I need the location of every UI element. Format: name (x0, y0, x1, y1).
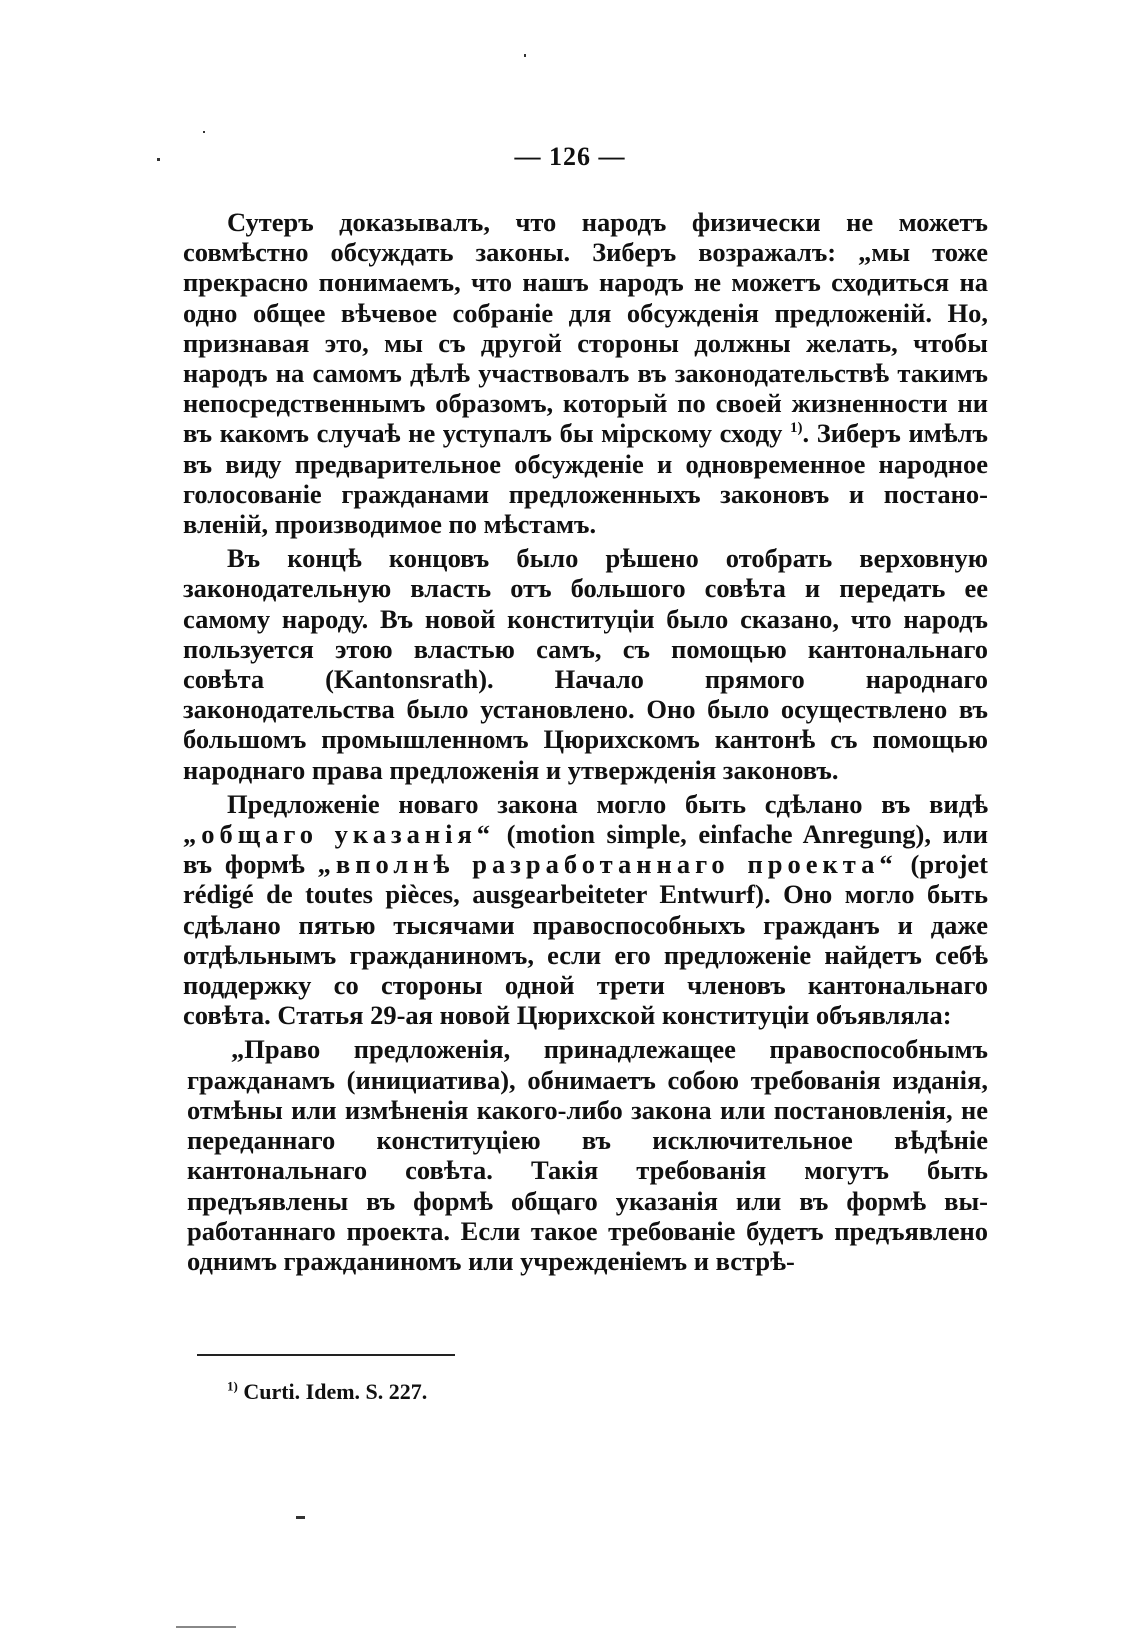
page-number: — 126 — (514, 142, 626, 171)
paragraph (183, 789, 988, 1031)
paragraph (183, 207, 988, 539)
scan-speck (157, 158, 160, 161)
scan-speck (296, 1516, 305, 1519)
text-run: Сутеръ доказывалъ, что народъ физически не можетъ совмѣстно обсуждать законы. Зиберъ возражалъ: „мы тоже прекрасно понимаемъ, что нашъ народъ не можетъ сходиться на одно общее вѣчевое собраніе для обсужденія предложеній. Но, признавая это, мы съ другой стороны должны желать, чтобы народъ на самомъ дѣлѣ участвовалъ въ законодательствѣ такимъ непосредственнымъ образомъ, который по своей жизненности ни въ какомъ случаѣ не уступалъ бы мірскому сходу (183, 207, 988, 449)
text-run: Предложеніе новаго закона могло быть сдѣлано въ видѣ (227, 788, 988, 819)
emphasized-term: „общаго указанія“ (183, 819, 496, 850)
scan-speck (524, 54, 526, 57)
emphasized-term: „вполнѣ разработаннаго проекта“ (317, 849, 898, 880)
text-run: (motion simple, einfache Anregung), или въ формѣ (183, 819, 988, 880)
body-text (183, 207, 988, 1276)
footnote-separator (197, 1354, 455, 1356)
text-run: (projet rédigé de toutes pièces, ausgearbeiteter Entwurf). Оно могло быть сдѣлано пятью тысячами правоспособныхъ гражданъ и даже отдѣльнымъ гражданиномъ, если его предложеніе найдетъ себѣ поддержку со стороны одной трети членовъ кантональнаго совѣта. Статья 29-ая новой Цюрихской конституціи объявляла: (183, 849, 988, 1031)
text-run: „Право предложенія, принадлежащее правоспособнымъ гражданамъ (инициатива), обнимаетъ собою требованія изданія, отмѣны или измѣненія какого-либо закона или постановленія, не переданнаго конституціею въ исключительное вѣдѣніе кантональнаго совѣта. Такія требованія могутъ быть предъявлены въ формѣ общаго указанія или въ формѣ выработаннаго проекта. Если такое требованіе будетъ предъявлено однимъ гражданиномъ или учрежденіемъ и встрѣ- (187, 1034, 988, 1276)
scan-speck (203, 131, 205, 133)
text-run: . Зиберъ имѣлъ въ виду предварительное обсужденіе и одновременное народное голосованіе гражданами предложенныхъ законовъ и постановленій, производимое по мѣстамъ. (183, 418, 988, 540)
scan-speck (176, 1626, 236, 1628)
paragraph (183, 543, 988, 785)
paragraph (187, 1034, 988, 1276)
footnote-marker: 1) (227, 1378, 238, 1394)
footnote (227, 1378, 427, 1406)
text-run: Въ концѣ концовъ было рѣшено отобрать верховную законодательную власть отъ большого совѣта и передать ее самому народу. Въ новой конституціи было сказано, что народъ пользуется этою властью самъ, съ помощью кантональнаго совѣта (Kantonsrath). Начало прямого народнаго законодательства было установлено. Оно было осуществлено въ большомъ промышленномъ Цюрихскомъ кантонѣ съ помощью народнаго права предложенія и утвержденія законовъ. (183, 543, 988, 785)
footnote-text: Curti. Idem. S. 227. (237, 1379, 428, 1404)
footnote-reference: 1) (790, 420, 803, 437)
